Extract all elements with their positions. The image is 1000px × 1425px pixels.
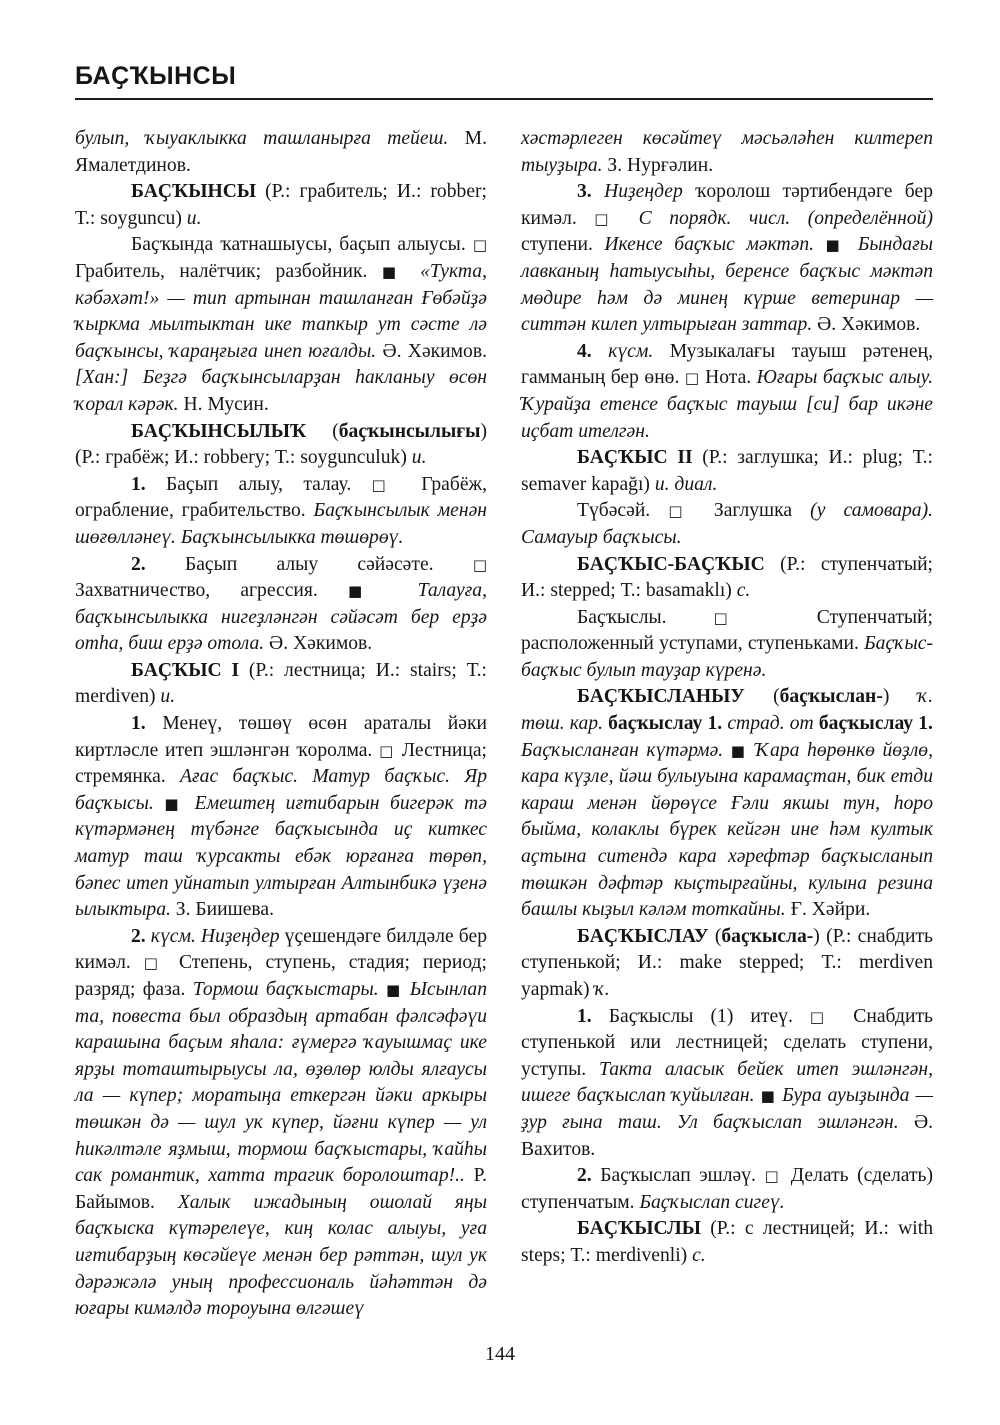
right-column-paragraph: 4. күсм. Музыкалағы тауыш рәтенең, гамманың бер өнө. □ Нота. Юғары баҫҡыс алыу. Ҡурайҙа етенсе баҫҡыс тауыш [си] бар икәне иҫбат ителгән. bbox=[521, 340, 933, 442]
left-column-paragraph: булып, ҡыуаклыкка ташланырға тейеш. М. Ямалетдинов. bbox=[75, 128, 487, 176]
left-column-paragraph: 1. Менеү, төшөү өсөн араталы йәки киртләсле итеп эшләнгән ҡоролма. □ Лестница; стремянка. Ағас баҫҡыс. Матур баҫҡыс. Яр баҫҡысы. ■ Емештең иғтибарын бигерәк тә күтәрмәнең түбәнге баҫҡысында иҫ киткес матур таш ҡурсакты ебәк юрғанға төрөп, бәпес итеп уйнатып ултырған Алтынбикә үҙенә ылыктыра. З. Биишева. bbox=[75, 713, 487, 921]
running-header bbox=[75, 58, 933, 100]
left-column bbox=[75, 126, 487, 1323]
right-column-paragraph: Түбәсәй. □ Заглушка (у самовара). Самауыр баҫҡысы. bbox=[521, 500, 933, 548]
right-column-paragraph: БАҪҠЫС-БАҪҠЫС (Р.: ступенчатый; И.: stepped; Т.: basamaklı) с. bbox=[521, 553, 933, 602]
right-column-paragraph: 3. Ниҙеңдер ҡоролош тәртибендәге бер кимәл. □ С порядк. числ. (определённой) ступени. Икенсе баҫҡыс мәктәп. ■ Бындағы лавканың һатыусыһы, беренсе баҫҡыс мәктәп мөдире һәм дә минең күрше ветеринар — ситтән килеп ултырыған заттар. Ә. Хәкимов. bbox=[521, 181, 933, 336]
right-column bbox=[521, 126, 933, 1270]
right-column-paragraph: хәстәрлеген көсәйтеү мәсьәләһен килтереп тыуҙыра. З. Нурғәлин. bbox=[521, 128, 933, 176]
left-column-paragraph: Баҫҡында ҡатнашыусы, баҫып алыусы. □ Грабитель, налётчик; разбойник. ■ «Тукта, кәбәхәт!» — тип артынан ташланған Ғөбәйҙә ҡыркма мылтыктан ике тапкыр ут сәсте лә баҫҡынсы, ҡараңғыға инеп юғалды. Ә. Хәкимов. [Хан:] Беҙгә баҫҡынсыларҙан һакланыу өсөн ҡорал кәрәк. Н. Мусин. bbox=[75, 234, 487, 415]
right-column-paragraph: БАҪҠЫСЛАУ (баҫҡысла-) (Р.: снабдить ступенькой; И.: make stepped; Т.: merdiven yapmak) ҡ. bbox=[521, 925, 933, 1000]
page-number: 144 bbox=[485, 1343, 515, 1365]
header-title: БАҪҠЫНСЫ bbox=[75, 62, 237, 90]
right-column-paragraph: БАҪҠЫС II (Р.: заглушка; И.: plug; Т.: semaver kapağı) и. диал. bbox=[521, 447, 933, 495]
right-column-paragraph: Баҫҡыслы. □ Ступенчатый; расположенный уступами, ступеньками. Баҫҡыс-баҫҡыс булып тауҙар күренә. bbox=[521, 606, 933, 681]
left-column-paragraph: БАҪҠЫС I (Р.: лестница; И.: stairs; Т.: merdiven) и. bbox=[75, 659, 487, 708]
left-column-paragraph: БАҪҠЫНСЫЛЫҠ (баҫҡынсылығы) (Р.: грабёж; И.: robbery; Т.: soygunculuk) и. bbox=[75, 420, 487, 469]
left-column-paragraph: 1. Баҫып алыу, талау. □ Грабёж, ограбление, грабительство. Баҫҡынсылык менән шөғөлләнеү. Баҫҡынсылыкка төшөрөү. bbox=[75, 473, 487, 548]
right-column-paragraph: 2. Баҫҡыслап эшләү. □ Делать (сделать) ступенчатым. Баҫҡыслап сигеү. bbox=[521, 1165, 933, 1213]
right-column-paragraph: БАҪҠЫСЛАНЫУ (баҫҡыслан-) ҡ. төш. кар. баҫҡыслау 1. страд. от баҫҡыслау 1. Баҫҡысланған күтәрмә. ■ Ҡара һөрөнкө йөҙлө, кара күҙле, йәш булыуына карамаҫтан, бик етди караш менән йөрөүсе Ғәли якшы тун, һоро быйма, колаклы бүрек кейгән ине һәм култык аҫтына ситендә кара хәрефтәр баҫҡысланып төшкән дәфтәр кыҫтырғайны, кулына резина башлы кыҙыл кәләм тоткайны. Ғ. Хәйри. bbox=[521, 686, 933, 921]
right-column-paragraph: БАҪҠЫСЛЫ (Р.: с лестницей; И.: with steps; Т.: merdivenli) с. bbox=[521, 1218, 933, 1266]
left-column-paragraph: 2. күсм. Ниҙеңдер үҫешендәге билдәле бер кимәл. □ Степень, ступень, стадия; период; разряд; фаза. Тормош баҫҡыстары. ■ Ысынлап та, повеста был образдың артабан фәлсәфәүи карашына баҫым яһала: ғүмергә ҡауышмаҫ ике ярҙы тоташтырыусы ла, өҙөлөр юлды ялғаусы ла — күпер; моратыңа еткергән йәки аркыры төшкән дә — шул ук күпер, йәғни күпер — ул һикәлтәле яҙмыш, тормош баҫҡыстары, ҡайһы сак романтик, хатта трагик боролоштар!.. Р. Байымов. Халык ижадының ошолай яңы баҫҡыска күтәрелеүе, киң колас алыуы, уға иғтибарҙың көсәйеүе менән бер рәттән, шул ук дәрәжәлә уның профессиональ йәһәттән дә юғары кимәлдә тороуына өлгәшеү bbox=[75, 925, 488, 1320]
left-column-paragraph: БАҪҠЫНСЫ (Р.: грабитель; И.: robber; Т.: soyguncu) и. bbox=[75, 181, 487, 229]
right-column-paragraph: 1. Баҫҡыслы (1) итеү. □ Снабдить ступенькой или лестницей; сделать ступени, уступы. Такта аласык бейек итеп эшләнгән, ишеге баҫҡыслап ҡуйылған. ■ Бура ауыҙында — ҙур ғына таш. Ул баҫҡыслап эшләнгән. Ә. Вахитов. bbox=[521, 1005, 933, 1160]
left-column-paragraph: 2. Баҫып алыу сәйәсәте. □ Захватничество, агрессия. ■ Талауға, баҫҡынсылыкка нигеҙләнгән сәйәсәт бер ерҙә отһа, биш ерҙә отола. Ә. Хәкимов. bbox=[75, 553, 487, 655]
